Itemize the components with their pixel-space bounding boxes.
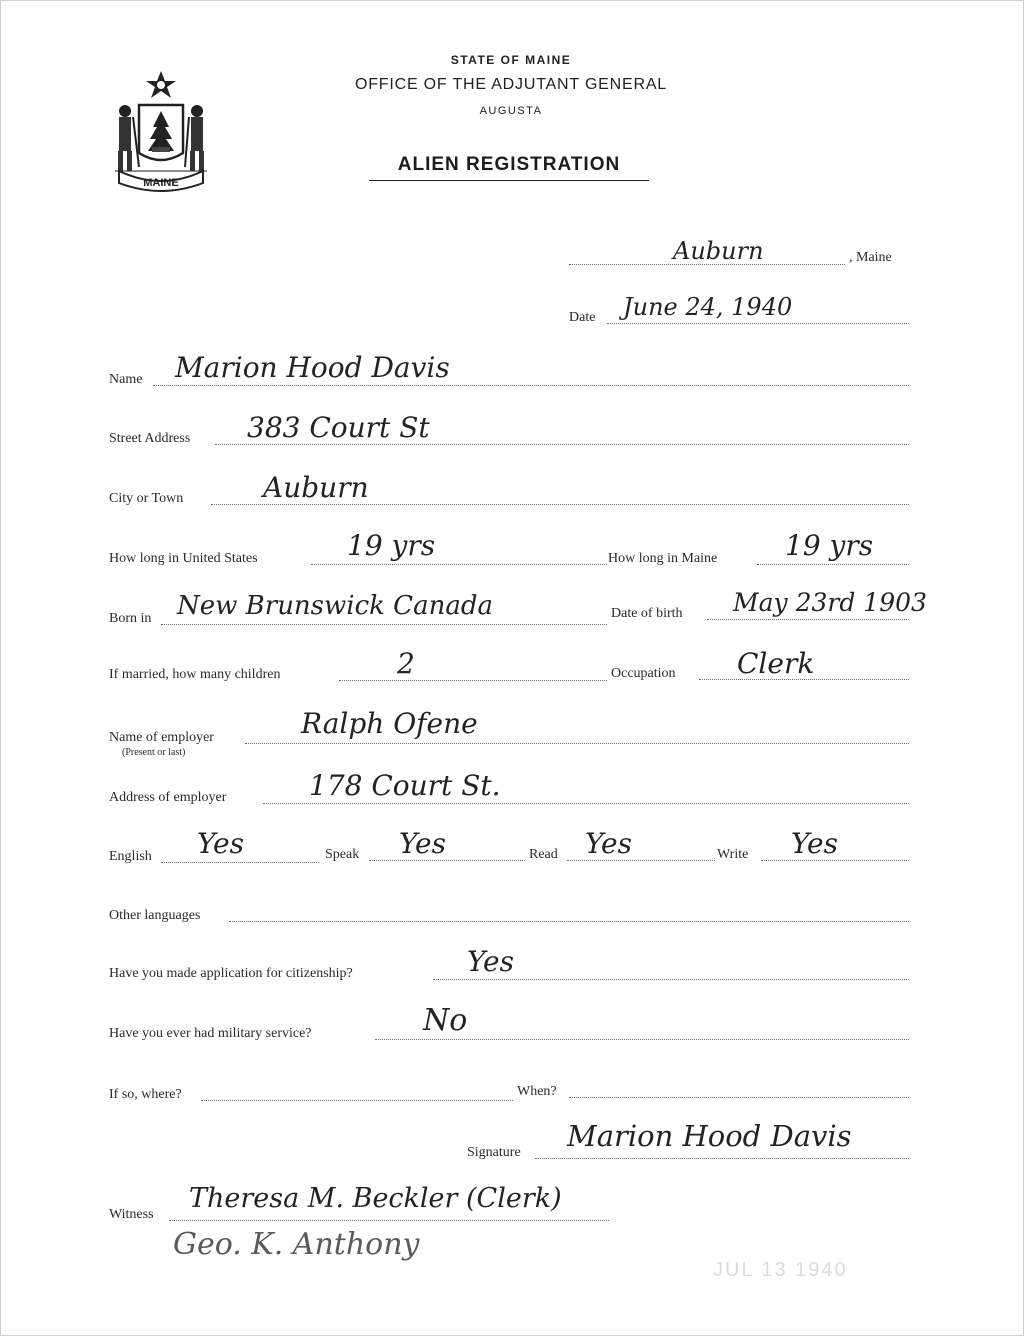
header-state: STATE OF MAINE bbox=[450, 53, 572, 67]
seal-banner-text: MAINE bbox=[143, 177, 179, 189]
witness-value-second[interactable]: Geo. K. Anthony bbox=[173, 1227, 420, 1262]
other-languages-line bbox=[229, 921, 909, 922]
occupation-value[interactable]: Clerk bbox=[737, 647, 815, 680]
received-stamp: JUL 13 1940 bbox=[713, 1259, 848, 1281]
when-label: When? bbox=[517, 1084, 557, 1099]
where-label: If so, where? bbox=[109, 1087, 182, 1102]
speak-value[interactable]: Yes bbox=[399, 827, 446, 860]
children-value[interactable]: 2 bbox=[397, 647, 415, 680]
employer-line bbox=[245, 743, 909, 744]
witness-label: Witness bbox=[109, 1207, 154, 1222]
birth-date-label: Date of birth bbox=[611, 606, 683, 621]
date-label: Date bbox=[569, 310, 596, 325]
children-line bbox=[339, 680, 607, 681]
witness-line bbox=[169, 1220, 609, 1221]
citizenship-value[interactable]: Yes bbox=[467, 945, 514, 978]
write-line bbox=[761, 860, 909, 861]
signature-line bbox=[535, 1158, 909, 1159]
form-title: ALIEN REGISTRATION bbox=[397, 154, 621, 175]
employer-value[interactable]: Ralph Ofene bbox=[301, 707, 478, 740]
years-us-line bbox=[311, 564, 607, 565]
street-line bbox=[215, 444, 909, 445]
citizenship-label: Have you made application for citizenship? bbox=[109, 966, 353, 981]
years-us-label: How long in United States bbox=[109, 551, 258, 566]
birth-date-line bbox=[707, 619, 909, 620]
read-line bbox=[567, 860, 715, 861]
title-underline bbox=[369, 180, 649, 181]
occupation-label: Occupation bbox=[611, 666, 676, 681]
english-label: English bbox=[109, 849, 152, 864]
born-in-line bbox=[161, 624, 607, 625]
signature-value[interactable]: Marion Hood Davis bbox=[567, 1119, 852, 1153]
employer-label: Name of employer bbox=[109, 730, 214, 745]
city-line bbox=[211, 504, 909, 505]
years-maine-label: How long in Maine bbox=[608, 551, 718, 566]
city-label: City or Town bbox=[109, 491, 184, 506]
signature-label: Signature bbox=[467, 1145, 521, 1160]
date-line bbox=[607, 323, 909, 324]
years-us-value[interactable]: 19 yrs bbox=[347, 529, 436, 562]
city-value[interactable]: Auburn bbox=[263, 471, 369, 504]
children-label: If married, how many children bbox=[109, 667, 281, 682]
employer-sublabel: (Present or last) bbox=[122, 747, 186, 758]
military-value[interactable]: No bbox=[423, 1003, 468, 1038]
years-maine-line bbox=[757, 564, 909, 565]
name-value[interactable]: Marion Hood Davis bbox=[175, 351, 450, 384]
employer-address-line bbox=[263, 803, 909, 804]
military-line bbox=[375, 1039, 909, 1040]
when-line bbox=[569, 1097, 909, 1098]
employer-address-label: Address of employer bbox=[109, 790, 227, 805]
years-maine-value[interactable]: 19 yrs bbox=[785, 529, 874, 562]
maine-state-seal-icon bbox=[109, 67, 213, 195]
citizenship-line bbox=[433, 979, 909, 980]
name-line bbox=[153, 385, 909, 386]
speak-line bbox=[369, 860, 525, 861]
name-label: Name bbox=[109, 372, 143, 387]
born-in-value[interactable]: New Brunswick Canada bbox=[177, 591, 493, 621]
write-label: Write bbox=[717, 847, 749, 862]
english-line bbox=[161, 862, 319, 863]
place-suffix-label: , Maine bbox=[849, 250, 892, 265]
speak-label: Speak bbox=[325, 847, 360, 862]
other-languages-label: Other languages bbox=[109, 908, 201, 923]
place-value[interactable]: Auburn bbox=[673, 237, 764, 265]
write-value[interactable]: Yes bbox=[791, 827, 838, 860]
read-label: Read bbox=[529, 847, 558, 862]
street-label: Street Address bbox=[109, 431, 191, 446]
header-office: OFFICE OF THE ADJUTANT GENERAL bbox=[354, 76, 668, 93]
header-city: AUGUSTA bbox=[479, 105, 543, 117]
where-line bbox=[201, 1100, 513, 1101]
born-in-label: Born in bbox=[109, 611, 152, 626]
military-label: Have you ever had military service? bbox=[109, 1026, 312, 1041]
employer-address-value[interactable]: 178 Court St. bbox=[309, 769, 501, 802]
english-value[interactable]: Yes bbox=[197, 827, 244, 860]
read-value[interactable]: Yes bbox=[585, 827, 632, 860]
street-value[interactable]: 383 Court St bbox=[247, 411, 430, 444]
witness-value[interactable]: Theresa M. Beckler (Clerk) bbox=[189, 1183, 562, 1214]
date-value[interactable]: June 24, 1940 bbox=[623, 293, 793, 321]
birth-date-value[interactable]: May 23rd 1903 bbox=[733, 588, 927, 617]
